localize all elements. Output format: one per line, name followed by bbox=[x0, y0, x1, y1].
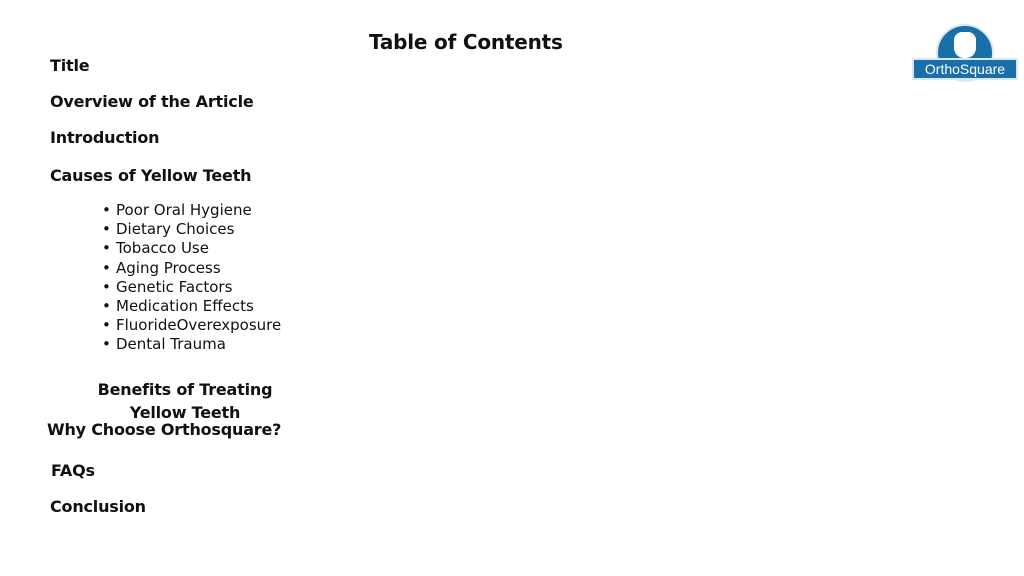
list-item: • Tobacco Use bbox=[102, 239, 281, 258]
list-item: • Medication Effects bbox=[102, 297, 281, 316]
logo-text: OrthoSquare bbox=[912, 58, 1018, 80]
list-item: • Genetic Factors bbox=[102, 278, 281, 297]
toc-entry-title: Title bbox=[50, 56, 90, 75]
list-item: • FluorideOverexposure bbox=[102, 316, 281, 335]
toc-entry-benefits: Benefits of Treating Yellow Teeth bbox=[97, 380, 273, 422]
toc-entry-why-choose: Why Choose Orthosquare? bbox=[47, 420, 282, 439]
toc-entry-faqs: FAQs bbox=[51, 461, 95, 480]
toc-entry-conclusion: Conclusion bbox=[50, 497, 146, 516]
causes-list bbox=[102, 201, 281, 355]
list-item: • Aging Process bbox=[102, 259, 281, 278]
toc-entry-introduction: Introduction bbox=[50, 128, 160, 147]
toc-entry-causes: Causes of Yellow Teeth bbox=[50, 166, 252, 185]
list-item: • Dietary Choices bbox=[102, 220, 281, 239]
list-item: • Dental Trauma bbox=[102, 335, 281, 354]
orthosquare-logo bbox=[910, 22, 1020, 84]
page-title: Table of Contents bbox=[369, 30, 563, 54]
tooth-icon bbox=[954, 32, 976, 58]
toc-entry-overview: Overview of the Article bbox=[50, 92, 254, 111]
list-item: • Poor Oral Hygiene bbox=[102, 201, 281, 220]
